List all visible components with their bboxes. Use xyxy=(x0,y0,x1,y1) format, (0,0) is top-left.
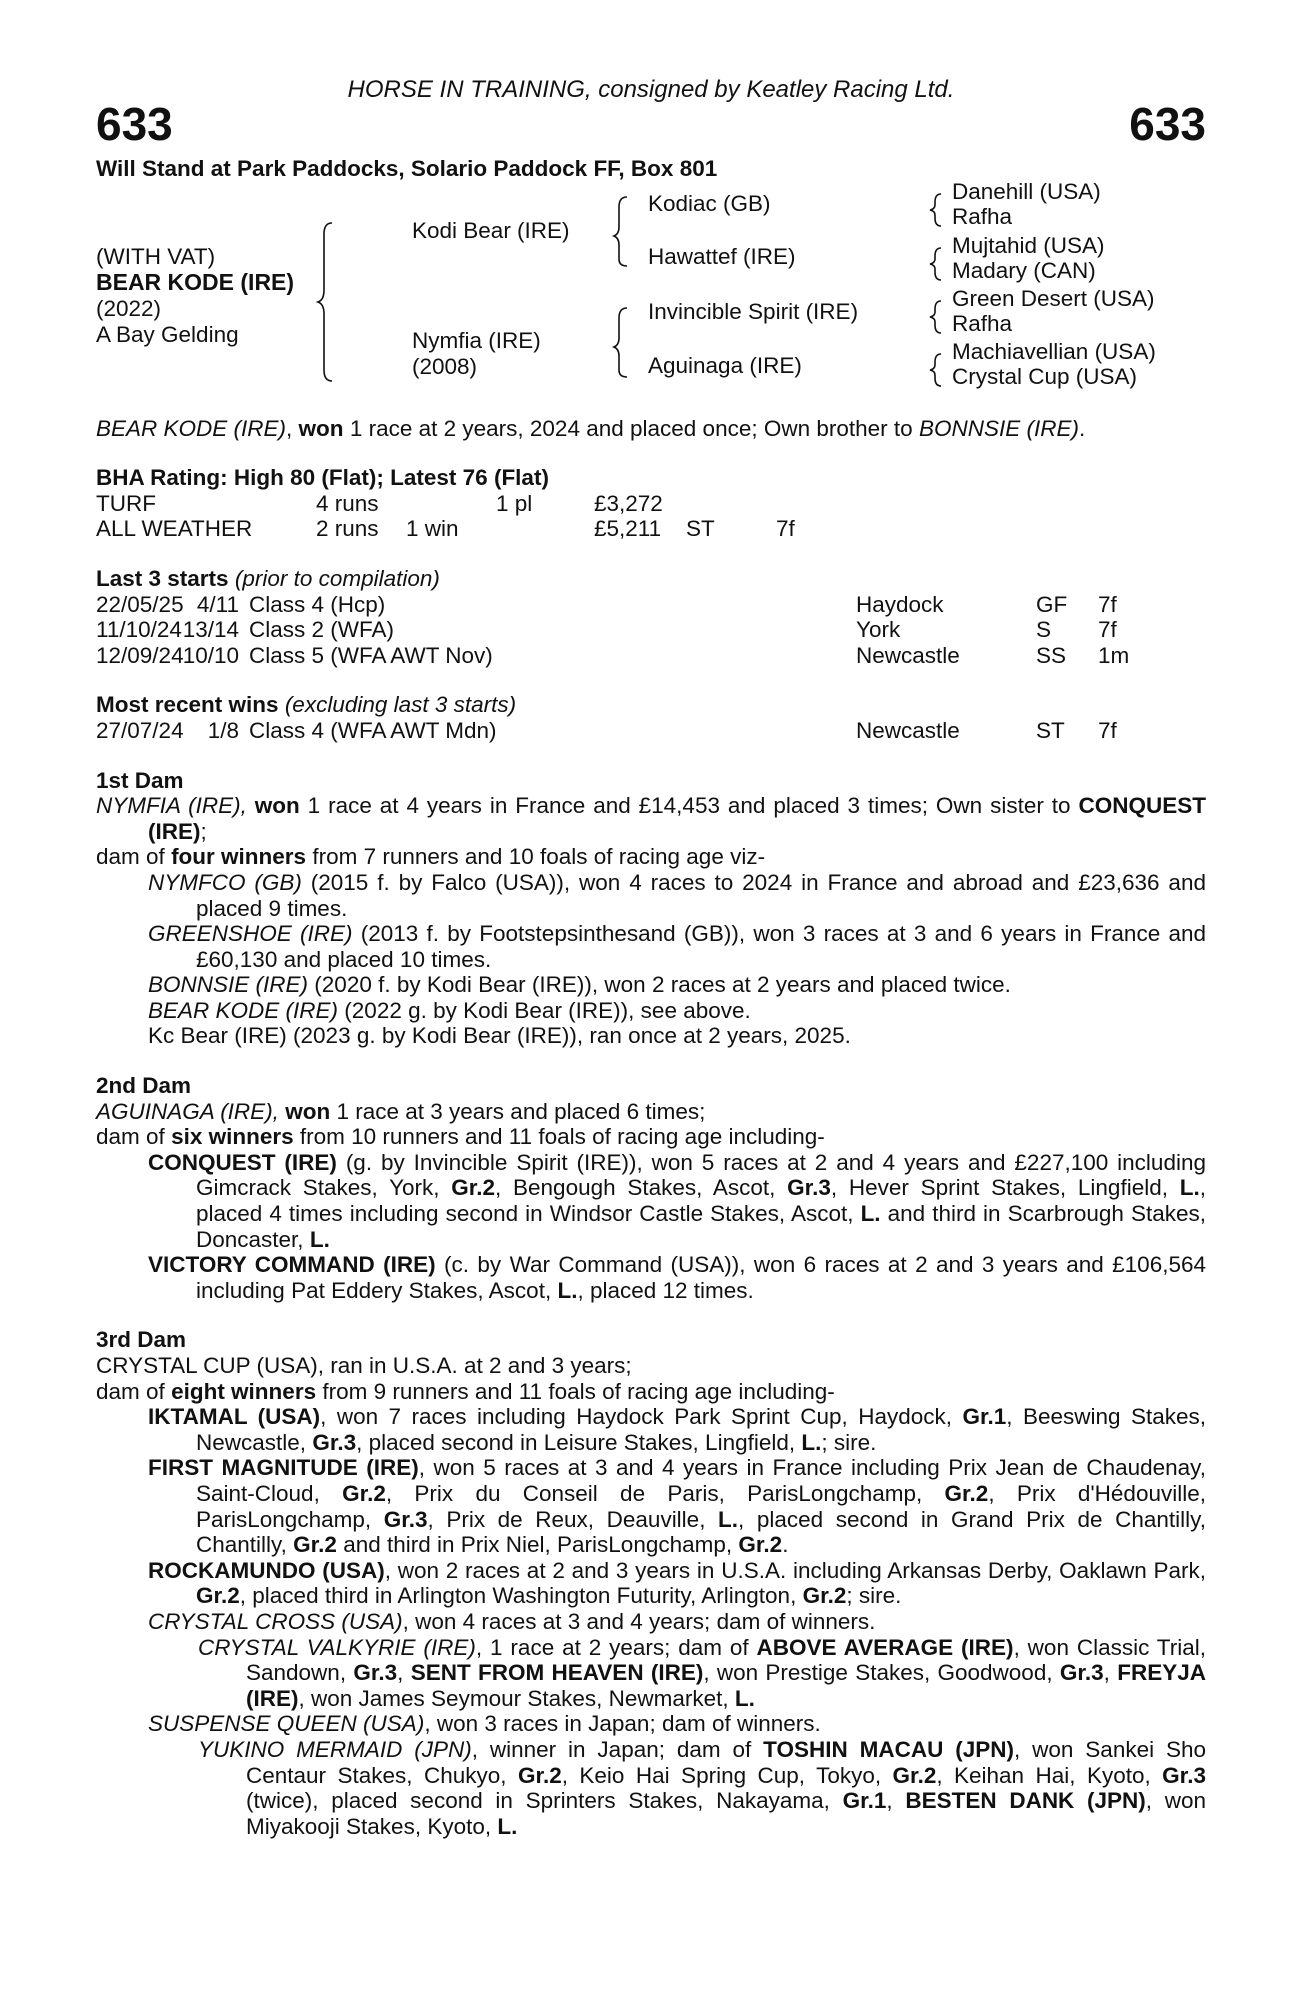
sire-sire: Kodiac (GB) xyxy=(648,190,771,216)
second-dam-section xyxy=(96,1073,1206,1303)
summary-text: 1 race at 2 years, 2024 and placed once; Own brother to xyxy=(349,415,913,441)
lot-number-right: 633 xyxy=(1129,98,1206,150)
first-dam-line: NYMFIA (IRE), won 1 race at 4 years in France and £14,453 and placed 3 times; Own sister to CONQUEST (IRE); xyxy=(96,793,1206,844)
recent-section xyxy=(96,692,1206,743)
rating-surface: ALL WEATHER xyxy=(96,516,253,542)
gen3-2: Rafha xyxy=(952,203,1013,229)
progeny-crystal-cross: CRYSTAL CROSS (USA), won 4 races at 3 and 4 years; dam of winners. xyxy=(148,1608,876,1634)
sire-dam: Hawattef (IRE) xyxy=(648,243,796,269)
first-dam-progeny-item xyxy=(96,870,1206,921)
progeny-first-magnitude: FIRST MAGNITUDE (IRE), won 5 races at 3 and 4 years in France including Prix Jean de Chaudenay, Saint-Cloud, Gr.2, Prix du Conseil de Paris, ParisLongchamp, Gr.2, Prix d'Hédouville, ParisLongchamp, Gr.3, Prix de Reux, Deauville, L., placed second in Grand Prix de Chantilly, Chantilly, Gr.2 and third in Prix Niel, ParisLongchamp, Gr.2. xyxy=(148,1455,1206,1558)
gen3-7: Machiavellian (USA) xyxy=(952,338,1156,364)
progeny-conquest: CONQUEST (IRE) (g. by Invincible Spirit (IRE)), won 5 races at 2 and 4 years and £227,100 including Gimcrack Stakes, York, Gr.2, Bengough Stakes, Ascot, Gr.3, Hever Sprint Stakes, Lingfield, L., placed 4 times including second in Windsor Castle Stakes, Ascot, L. and third in Scarbrough Stakes, Doncaster, L. xyxy=(148,1149,1206,1252)
dam-sire: Invincible Spirit (IRE) xyxy=(648,298,859,324)
consignment-line: HORSE IN TRAINING, consigned by Keatley Racing Ltd. xyxy=(347,76,955,103)
last3-note: (prior to compilation) xyxy=(234,565,440,591)
catalogue-page xyxy=(96,76,1206,1839)
progeny-iktamal: IKTAMAL (USA), won 7 races including Haydock Park Sprint Cup, Haydock, Gr.1, Beeswing Stakes, Newcastle, Gr.3, placed second in Leisure Stakes, Lingfield, L.; sire. xyxy=(148,1404,1206,1455)
last3-dist: 7f xyxy=(1098,591,1117,617)
last3-row xyxy=(96,643,1206,669)
last3-pos: 13/14 xyxy=(182,617,239,643)
progeny-text: (2022 g. by Kodi Bear (IRE)), see above. xyxy=(344,997,751,1023)
rating-prize: £5,211 xyxy=(594,516,662,542)
recent-row xyxy=(96,718,1206,744)
first-dam-section xyxy=(96,768,1206,1050)
gen3-8: Crystal Cup (USA) xyxy=(952,363,1138,389)
gen3-1: Danehill (USA) xyxy=(952,178,1101,204)
lot-number-row xyxy=(96,100,1206,148)
first-dam-progeny-item xyxy=(96,972,1206,998)
summary-won: won xyxy=(298,415,344,441)
progeny-text: (2015 f. by Falco (USA)), won 4 races to 2024 in France and abroad and £23,636 and placed 9 times. xyxy=(196,869,1206,921)
progeny-victory-command: VICTORY COMMAND (IRE) (c. by War Command (USA)), won 6 races at 2 and 3 years and £106,564 including Pat Eddery Stakes, Ascot, L., placed 12 times. xyxy=(148,1252,1206,1303)
progeny-suspense-queen: SUSPENSE QUEEN (USA), won 3 races in Japan; dam of winners. xyxy=(148,1711,821,1737)
progeny-text: (2020 f. by Kodi Bear (IRE)), won 2 races at 2 years and placed twice. xyxy=(314,972,1011,998)
summary-name: BEAR KODE (IRE) xyxy=(96,415,287,441)
second-dam-of: dam of six winners from 10 runners and 11 foals of racing age including- xyxy=(96,1124,825,1150)
last3-date: 22/05/25 xyxy=(96,591,184,617)
progeny-crystal-valkyrie: CRYSTAL VALKYRIE (IRE), 1 race at 2 years; dam of ABOVE AVERAGE (IRE), won Classic Trial, Sandown, Gr.3, SENT FROM HEAVEN (IRE), won Prestige Stakes, Goodwood, Gr.3, FREYJA (IRE), won James Seymour Stakes, Newmarket, L. xyxy=(198,1634,1206,1711)
summary-brother: BONNSIE (IRE) xyxy=(918,415,1079,441)
second-dam-line: AGUINAGA (IRE), won 1 race at 3 years and placed 6 times; xyxy=(96,1098,706,1124)
recent-course: Newcastle xyxy=(856,717,960,743)
progeny-yukino-mermaid: YUKINO MERMAID (JPN), winner in Japan; dam of TOSHIN MACAU (JPN), won Sankei Sho Centaur Stakes, Chukyo, Gr.2, Keio Hai Spring Cup, Tokyo, Gr.2, Keihan Hai, Kyoto, Gr.3 (twice), placed second in Sprinters Stakes, Nakayama, Gr.1, BESTEN DANK (JPN), won Miyakooji Stakes, Kyoto, L. xyxy=(198,1736,1206,1839)
last3-course: York xyxy=(856,617,901,643)
sire: Kodi Bear (IRE) xyxy=(412,217,570,243)
third-dam-heading: 3rd Dam xyxy=(96,1327,187,1353)
last3-course: Newcastle xyxy=(856,642,960,668)
recent-note: (excluding last 3 starts) xyxy=(284,692,517,718)
first-dam-of: dam of four winners from 7 runners and 10 foals of racing age viz- xyxy=(96,844,766,870)
rating-placed: 1 pl xyxy=(496,490,533,516)
stand-location: Will Stand at Park Paddocks, Solario Paddock FF, Box 801 xyxy=(96,156,718,181)
gen3-3: Mujtahid (USA) xyxy=(952,232,1105,258)
rating-runs: 2 runs xyxy=(316,516,379,542)
progeny-name: GREENSHOE (IRE) xyxy=(148,921,353,947)
pedigree-table xyxy=(96,178,1206,404)
horse-description: A Bay Gelding xyxy=(96,321,239,347)
last3-pos: 10/10 xyxy=(182,642,239,668)
vat-note: (WITH VAT) xyxy=(96,243,216,269)
progeny-name: BEAR KODE (IRE) xyxy=(148,997,339,1023)
rating-going: ST xyxy=(686,516,715,542)
first-dam-heading: 1st Dam xyxy=(96,767,184,793)
rating-prize: £3,272 xyxy=(594,490,663,516)
rating-section xyxy=(96,465,1206,542)
last3-section xyxy=(96,566,1206,668)
last3-course: Haydock xyxy=(856,591,944,617)
horse-name: BEAR KODE (IRE) xyxy=(96,268,295,295)
last3-going: SS xyxy=(1036,642,1067,668)
third-dam-section xyxy=(96,1327,1206,1839)
last3-dist: 7f xyxy=(1098,617,1117,643)
first-dam-progeny-item xyxy=(96,998,1206,1024)
rating-dist: 7f xyxy=(776,516,795,542)
last3-row xyxy=(96,617,1206,643)
last3-going: S xyxy=(1036,617,1052,643)
race-summary: BEAR KODE (IRE), won 1 race at 2 years, 2024 and placed once; Own brother to BONNSIE (IRE). xyxy=(96,415,1086,441)
rating-surface: TURF xyxy=(96,490,156,516)
progeny-text: Kc Bear (IRE) (2023 g. by Kodi Bear (IRE)), ran once at 2 years, 2025. xyxy=(148,1023,851,1049)
recent-dist: 7f xyxy=(1098,717,1117,743)
last3-race: Class 5 (WFA AWT Nov) xyxy=(249,642,493,668)
dam-dam: Aguinaga (IRE) xyxy=(648,352,802,378)
last3-race: Class 2 (WFA) xyxy=(249,617,395,643)
last3-date: 12/09/24 xyxy=(96,642,184,668)
rating-runs: 4 runs xyxy=(316,490,379,516)
progeny-name: NYMFCO (GB) xyxy=(148,869,302,895)
first-dam-progeny-item xyxy=(96,1023,1206,1049)
rating-wins: 1 win xyxy=(406,516,459,542)
last3-date: 11/10/24 xyxy=(96,617,182,643)
gen3-5: Green Desert (USA) xyxy=(952,285,1155,311)
recent-going: ST xyxy=(1036,717,1065,743)
last3-race: Class 4 (Hcp) xyxy=(249,591,386,617)
progeny-name: BONNSIE (IRE) xyxy=(148,972,309,998)
last3-heading: Last 3 starts xyxy=(96,565,229,591)
recent-heading: Most recent wins xyxy=(96,692,279,718)
progeny-text: (2013 f. by Footstepsinthesand (GB)), won 3 races at 3 and 6 years in France and £60,130 and placed 10 times. xyxy=(196,921,1206,972)
last3-going: GF xyxy=(1036,591,1068,617)
recent-pos: 1/8 xyxy=(207,717,239,743)
rating-row xyxy=(96,516,1206,542)
recent-date: 27/07/24 xyxy=(96,717,184,743)
first-dam-progeny-item xyxy=(96,921,1206,972)
dam: Nymfia (IRE) xyxy=(412,327,541,353)
gen3-6: Rafha xyxy=(952,310,1013,336)
third-dam-of: dam of eight winners from 9 runners and 11 foals of racing age including- xyxy=(96,1378,835,1404)
last3-row xyxy=(96,592,1206,618)
rating-heading: BHA Rating: High 80 (Flat); Latest 76 (Flat) xyxy=(96,465,549,491)
last3-pos: 4/11 xyxy=(196,591,239,617)
lot-number-left: 633 xyxy=(96,98,173,150)
rating-row xyxy=(96,491,1206,517)
last3-dist: 1m xyxy=(1098,642,1130,668)
gen3-4: Madary (CAN) xyxy=(952,257,1096,283)
horse-year: (2022) xyxy=(96,295,162,321)
third-dam-line: CRYSTAL CUP (USA), ran in U.S.A. at 2 and 3 years; xyxy=(96,1353,632,1378)
progeny-rockamundo: ROCKAMUNDO (USA), won 2 races at 2 and 3 years in U.S.A. including Arkansas Derby, Oaklawn Park, Gr.2, placed third in Arlington Washington Futurity, Arlington, Gr.2; sire. xyxy=(148,1557,1206,1609)
second-dam-heading: 2nd Dam xyxy=(96,1073,192,1099)
recent-race: Class 4 (WFA AWT Mdn) xyxy=(249,717,497,743)
dam-year: (2008) xyxy=(412,353,478,379)
